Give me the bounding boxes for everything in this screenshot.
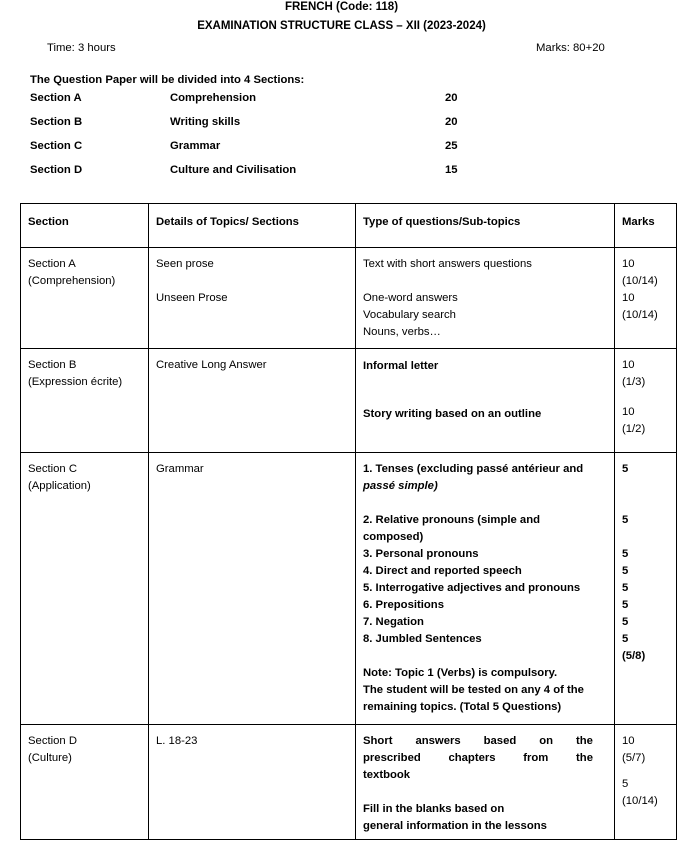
word: based xyxy=(483,735,517,747)
type-item: 3. Personal pronouns xyxy=(363,548,479,560)
type-cell xyxy=(356,248,615,349)
marks-value: 10 xyxy=(622,359,635,371)
marks-cell xyxy=(615,725,677,840)
type-cell xyxy=(356,453,615,725)
section-label: (Culture) xyxy=(28,752,72,764)
type-item: Text with short answers questions xyxy=(363,258,532,270)
section-cell xyxy=(21,248,149,349)
table-row-section-b xyxy=(21,349,677,453)
column-header-section: Section xyxy=(21,204,149,248)
summary-marks: 15 xyxy=(445,164,458,176)
marks-value: 5 xyxy=(622,565,629,577)
note-line: remaining topics. (Total 5 Questions) xyxy=(363,701,562,713)
marks-cell xyxy=(615,248,677,349)
type-item xyxy=(363,750,593,767)
type-item: Vocabulary search xyxy=(363,309,456,321)
sections-intro: The Question Paper will be divided into 4 Sections: xyxy=(30,74,305,86)
marks-value: 5 xyxy=(622,633,629,645)
topic-cell xyxy=(149,453,356,725)
summary-marks: 20 xyxy=(445,92,458,104)
summary-marks: 25 xyxy=(445,140,458,152)
topic-cell xyxy=(149,248,356,349)
marks-choice: (1/2) xyxy=(622,423,646,435)
word: answers xyxy=(415,735,461,747)
section-label: (Expression écrite) xyxy=(28,376,123,388)
column-header-marks: Marks xyxy=(615,204,677,248)
marks-choice: (10/14) xyxy=(622,275,658,287)
word: the xyxy=(576,752,593,764)
summary-marks: 20 xyxy=(445,116,458,128)
type-item: One-word answers xyxy=(363,292,458,304)
marks-choice: (10/14) xyxy=(622,795,658,807)
summary-topic: Comprehension xyxy=(170,92,256,104)
document-title: FRENCH (Code: 118) xyxy=(284,1,399,13)
section-name: Section B xyxy=(28,359,77,371)
section-name: Section C xyxy=(28,463,77,475)
type-item xyxy=(363,733,593,750)
section-cell xyxy=(21,725,149,840)
table-row-section-c xyxy=(21,453,677,725)
word: chapters xyxy=(448,752,496,764)
section-label: (Application) xyxy=(28,480,91,492)
section-cell xyxy=(21,349,149,453)
marks-choice: (5/7) xyxy=(622,752,646,764)
marks-choice: (10/14) xyxy=(622,309,658,321)
type-item: 8. Jumbled Sentences xyxy=(363,633,482,645)
word: on xyxy=(539,735,554,747)
summary-row xyxy=(30,115,490,131)
section-name: Section A xyxy=(28,258,76,270)
table-row-section-a xyxy=(21,248,677,349)
summary-row xyxy=(30,91,490,107)
word: the xyxy=(576,735,593,747)
topic-item: Unseen Prose xyxy=(156,292,228,304)
marks-value: 10 xyxy=(622,735,635,747)
type-cell xyxy=(356,725,615,840)
section-cell xyxy=(21,453,149,725)
marks-value: 10 xyxy=(622,258,635,270)
summary-topic: Grammar xyxy=(170,140,221,152)
column-header-details: Details of Topics/ Sections xyxy=(149,204,356,248)
marks-value: 5 xyxy=(622,616,629,628)
type-item: textbook xyxy=(363,769,411,781)
marks-value: 5 xyxy=(622,548,629,560)
marks-value: 5 xyxy=(622,463,629,475)
type-item: passé simple) xyxy=(363,480,438,492)
marks-choice: (1/3) xyxy=(622,376,646,388)
summary-row xyxy=(30,139,490,155)
summary-row xyxy=(30,163,490,179)
marks-value: 5 xyxy=(622,778,629,790)
marks-value: 5 xyxy=(622,599,629,611)
type-item: Fill in the blanks based on xyxy=(363,803,505,815)
type-item: 7. Negation xyxy=(363,616,424,628)
type-item: general information in the lessons xyxy=(363,820,547,832)
exam-structure-table xyxy=(20,203,677,840)
topic-cell xyxy=(149,725,356,840)
exam-marks: Marks: 80+20 xyxy=(536,42,605,54)
topic-cell xyxy=(149,349,356,453)
type-cell xyxy=(356,349,615,453)
summary-topic: Writing skills xyxy=(170,116,241,128)
table-row-section-d xyxy=(21,725,677,840)
topic-item: Creative Long Answer xyxy=(156,359,267,371)
column-header-type: Type of questions/Sub-topics xyxy=(356,204,615,248)
marks-choice: (5/8) xyxy=(622,650,646,662)
marks-value: 5 xyxy=(622,582,629,594)
summary-section: Section D xyxy=(30,164,83,176)
topic-item: L. 18-23 xyxy=(156,735,198,747)
section-name: Section D xyxy=(28,735,77,747)
type-item: composed) xyxy=(363,531,424,543)
marks-value: 5 xyxy=(622,514,629,526)
type-item: Nouns, verbs… xyxy=(363,326,441,338)
note-line: Note: Topic 1 (Verbs) is compulsory. xyxy=(363,667,558,679)
summary-section: Section C xyxy=(30,140,83,152)
note-line: The student will be tested on any 4 of the xyxy=(363,684,584,696)
type-item: Informal letter xyxy=(363,360,439,372)
summary-topic: Culture and Civilisation xyxy=(170,164,297,176)
type-item: 2. Relative pronouns (simple and xyxy=(363,514,541,526)
exam-duration: Time: 3 hours xyxy=(47,42,116,54)
summary-section: Section A xyxy=(30,92,82,104)
type-item: Story writing based on an outline xyxy=(363,408,542,420)
marks-cell xyxy=(615,349,677,453)
type-item: 1. Tenses (excluding passé antérieur and xyxy=(363,463,584,475)
type-item: 5. Interrogative adjectives and pronouns xyxy=(363,582,581,594)
marks-cell xyxy=(615,453,677,725)
marks-value: 10 xyxy=(622,406,635,418)
topic-item: Seen prose xyxy=(156,258,214,270)
word: prescribed xyxy=(363,752,421,764)
summary-section: Section B xyxy=(30,116,83,128)
word: from xyxy=(523,752,549,764)
type-item: 4. Direct and reported speech xyxy=(363,565,522,577)
section-label: (Comprehension) xyxy=(28,275,116,287)
table-header-row xyxy=(21,204,677,248)
type-item: 6. Prepositions xyxy=(363,599,444,611)
topic-item: Grammar xyxy=(156,463,204,475)
marks-value: 10 xyxy=(622,292,635,304)
document-subtitle: EXAMINATION STRUCTURE CLASS – XII (2023-2024) xyxy=(197,20,486,32)
word: Short xyxy=(363,735,393,747)
